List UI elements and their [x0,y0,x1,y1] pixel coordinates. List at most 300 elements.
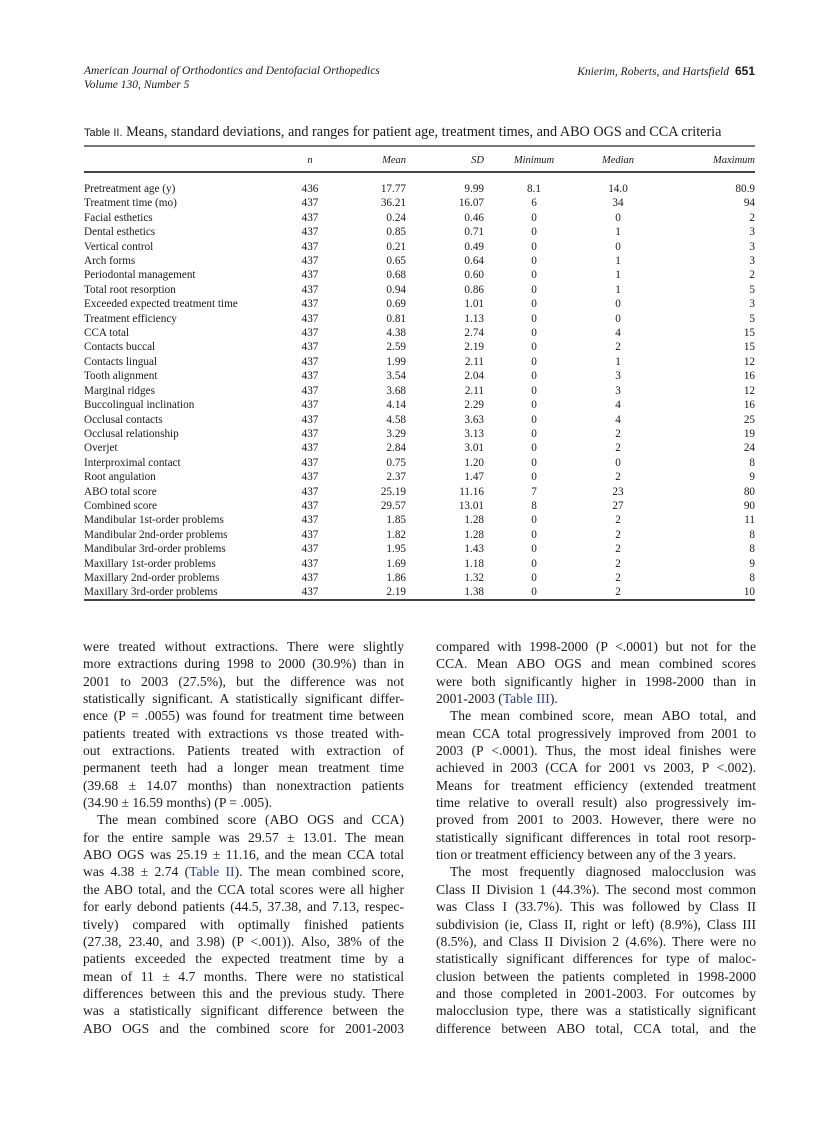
text-line: mean of 11 ± 4.7 months. There were no statistical [83,968,404,984]
cell-minimum: 0 [531,269,537,282]
cell-median: 2 [615,571,621,584]
text-line: The mean combined score (ABO OGS and CCA) [97,812,404,828]
cell-mean: 1.82 [386,528,406,541]
cell-maximum: 94 [743,197,755,210]
cell-minimum: 7 [531,485,537,498]
table-body [84,170,755,600]
cell-minimum: 0 [531,283,537,296]
cell-sd: 3.13 [464,427,484,440]
text-line: 2001-2003 (Table III). [436,691,558,707]
cell-n: 437 [301,427,319,440]
cell-sd: 1.01 [464,298,484,311]
cell-n: 437 [301,283,319,296]
cell-n: 437 [301,255,319,268]
cell-sd: 0.64 [464,255,484,268]
cell-maximum: 80 [743,485,755,498]
cell-median: 2 [615,427,621,440]
cell-sd: 1.28 [464,514,484,527]
cell-minimum: 0 [531,543,537,556]
cell-mean: 36.21 [380,197,406,210]
running-header-right [577,64,755,78]
cell-mean: 0.75 [386,456,406,469]
table-header-row [84,150,755,170]
table-row [84,355,755,369]
cell-n: 437 [301,384,319,397]
cell-minimum: 0 [531,586,537,599]
text-line: Means for treatment efficiency (extended treatment [436,777,756,793]
cell-maximum: 80.9 [735,183,755,195]
cell-n: 436 [301,183,319,195]
cell-n: 437 [301,442,319,455]
cell-maximum: 25 [743,413,755,426]
body-right-column [436,638,756,1037]
cell-median: 3 [615,370,621,383]
cell-median: 1 [615,226,621,239]
row-label: Occlusal contacts [84,413,163,426]
text-line: for the entire sample was 29.57 ± 13.01. The mean [83,829,404,845]
cell-sd: 2.29 [464,399,484,412]
cell-maximum: 12 [743,355,755,368]
cell-sd: 2.74 [464,327,484,340]
text-line: Class II Division 1 (44.3%). The second most common [436,881,756,897]
cell-sd: 1.43 [464,543,484,556]
table-row [84,297,755,311]
cell-sd: 0.49 [464,240,484,253]
table-row [84,283,755,297]
cell-maximum: 8 [749,528,755,541]
cell-minimum: 0 [531,226,537,239]
cell-minimum: 0 [531,370,537,383]
text-line: patients treated with extractions vs those treated with- [83,725,404,741]
cell-median: 27 [612,499,624,512]
cell-minimum: 8.1 [527,183,541,195]
cell-sd: 0.71 [464,226,484,239]
cell-mean: 0.69 [386,298,406,311]
cell-median: 2 [615,341,621,354]
cell-mean: 1.99 [386,355,406,368]
journal-title: American Journal of Orthodontics and Dentofacial Orthopedics [84,65,380,77]
table-row [84,182,755,196]
table-row [84,485,755,499]
table-reference-link[interactable]: Table III [502,691,550,707]
cell-mean: 2.59 [386,341,406,354]
cell-sd: 1.20 [464,456,484,469]
cell-n: 437 [301,341,319,354]
cell-median: 0 [615,298,621,311]
table-row [84,557,755,571]
cell-minimum: 0 [531,557,537,570]
cell-minimum: 0 [531,471,537,484]
text-line: was a statistically significant difference between the [83,1003,404,1019]
text-line: time relative to overall result) also progressively im- [436,795,756,811]
text-line: out extractions. Patients treated with extraction of [83,743,404,759]
col-header-median: Median [601,154,635,166]
table-row [84,585,755,599]
cell-maximum: 3 [749,255,755,268]
page-number: 651 [734,64,755,78]
text-line: clusion between the patients completed in 1998-2000 [436,968,756,984]
text-line: statistically significant. A statistically significant differ- [83,691,404,707]
table-row [84,571,755,585]
cell-n: 437 [301,399,319,412]
cell-mean: 2.19 [386,586,406,599]
table-caption-text: Means, standard deviations, and ranges for patient age, treatment times, and ABO OGS and CCA criteria [126,124,722,140]
cell-mean: 1.85 [386,514,406,527]
cell-mean: 29.57 [380,499,406,512]
text-line: patients exceeded the expected treatment time by a [83,951,404,967]
cell-median: 2 [615,557,621,570]
text-line: statistically significant differences for type of maloc- [436,951,756,967]
row-label: Maxillary 2nd-order problems [84,571,220,584]
text-line: differences between this and the previous study. There [83,985,404,1001]
col-header-mean: Mean [382,154,406,166]
text-line: The most frequently diagnosed malocclusion was [450,864,756,880]
row-label: Treatment efficiency [84,312,177,325]
cell-median: 2 [615,442,621,455]
cell-n: 437 [301,226,319,239]
col-header-maximum: Maximum [713,154,755,166]
text-line: ence (P = .0055) was found for treatment time between [83,708,404,724]
cell-sd: 1.47 [464,471,484,484]
cell-median: 14.0 [608,183,628,195]
row-label: Mandibular 2nd-order problems [84,528,228,541]
volume-info: Volume 130, Number 5 [84,79,190,91]
row-label: Vertical control [84,240,154,253]
cell-median: 2 [615,543,621,556]
cell-n: 437 [301,240,319,253]
text-line: (34.90 ± 16.59 months) (P = .005). [83,795,273,811]
text-line: 2001 to 2003 (27.5%), but the difference was not [83,673,404,689]
text-line: malocclusion type, there was a statistically significant [436,1003,756,1019]
cell-n: 437 [301,528,319,541]
cell-sd: 11.16 [459,485,484,498]
cell-sd: 3.63 [464,413,484,426]
cell-n: 437 [301,514,319,527]
authors: Knierim, Roberts, and Hartsfield [577,66,729,78]
row-label: Mandibular 3rd-order problems [84,543,226,556]
cell-mean: 3.68 [386,384,406,397]
cell-minimum: 0 [531,456,537,469]
cell-n: 437 [301,370,319,383]
cell-median: 23 [612,485,624,498]
text-line: difference between ABO total, CCA total, and the [436,1020,756,1036]
cell-minimum: 0 [531,514,537,527]
cell-sd: 1.28 [464,528,484,541]
table-row [84,196,755,210]
table-row [84,513,755,527]
cell-n: 437 [301,197,319,210]
cell-median: 0 [615,240,621,253]
cell-minimum: 8 [531,499,537,512]
table-row [84,340,755,354]
text-line: permanent teeth had a longer mean treatment time [83,760,404,776]
cell-mean: 4.58 [386,413,406,426]
cell-mean: 25.19 [380,485,406,498]
cell-median: 1 [615,269,621,282]
cell-minimum: 0 [531,312,537,325]
table-row [84,211,755,225]
table-top-rule [84,145,755,147]
cell-minimum: 0 [531,298,537,311]
cell-median: 2 [615,514,621,527]
text-line: were both significantly higher in 1998-2000 than in [436,673,756,689]
text-line: mean CCA total progressively improved from 2001 to [436,725,756,741]
text-line: The mean combined score, mean ABO total, and [450,708,756,724]
table-row [84,268,755,282]
table-row [84,369,755,383]
table-row [84,441,755,455]
cell-mean: 3.29 [386,427,406,440]
cell-mean: 3.54 [386,370,406,383]
cell-n: 437 [301,298,319,311]
data-table [84,150,755,600]
row-label: Arch forms [84,255,136,268]
cell-minimum: 0 [531,413,537,426]
cell-maximum: 16 [743,399,755,412]
cell-maximum: 5 [749,312,755,325]
row-label: Mandibular 1st-order problems [84,514,224,527]
cell-sd: 2.11 [464,355,484,368]
text-line: ABO OGS was 25.19 ± 11.16, and the mean CCA total [83,847,404,863]
cell-sd: 2.19 [464,341,484,354]
table-row [84,384,755,398]
cell-median: 1 [615,283,621,296]
cell-sd: 2.11 [464,384,484,397]
row-label: Interproximal contact [84,456,181,469]
text-line: the ABO total, and the CCA total scores were all higher [83,881,404,897]
cell-median: 0 [615,312,621,325]
cell-minimum: 0 [531,240,537,253]
cell-minimum: 0 [531,327,537,340]
cell-median: 2 [615,528,621,541]
cell-maximum: 8 [749,543,755,556]
cell-sd: 2.04 [464,370,484,383]
row-label: Facial esthetics [84,211,153,224]
table-row [84,254,755,268]
cell-maximum: 19 [743,427,755,440]
cell-median: 4 [615,413,621,426]
cell-median: 2 [615,586,621,599]
table-row [84,499,755,513]
text-line: 2003 (P <.0001). Thus, the most ideal finishes were [436,743,756,759]
text-line: (8.5%), and Class II Division 2 (4.6%). There were no [436,933,756,949]
table-row [84,456,755,470]
cell-mean: 1.69 [386,557,406,570]
cell-maximum: 9 [749,557,755,570]
cell-mean: 1.86 [386,571,406,584]
row-label: Contacts lingual [84,355,158,368]
row-label: Maxillary 3rd-order problems [84,586,218,599]
row-label: Overjet [84,442,118,455]
cell-minimum: 0 [531,571,537,584]
cell-n: 437 [301,327,319,340]
cell-minimum: 0 [531,427,537,440]
row-label: Maxillary 1st-order problems [84,557,216,570]
cell-minimum: 0 [531,528,537,541]
cell-minimum: 0 [531,399,537,412]
text-line: proved from 2001 to 2003. However, there were no [436,812,756,828]
cell-mean: 17.77 [380,183,406,195]
text-line: were treated without extractions. There were slightly [83,639,404,654]
text-line: tively) compared with optimally finished patients [83,916,404,932]
row-label: Root angulation [84,471,156,484]
cell-n: 437 [301,456,319,469]
cell-minimum: 0 [531,355,537,368]
cell-sd: 0.86 [464,283,484,296]
cell-maximum: 3 [749,298,755,311]
cell-sd: 16.07 [458,197,484,210]
col-header-label [84,150,284,170]
cell-n: 437 [301,499,319,512]
cell-mean: 0.81 [386,312,406,325]
text-line: CCA. Mean ABO OGS and mean combined scores [436,656,756,672]
cell-sd: 1.13 [464,312,484,325]
cell-mean: 1.95 [386,543,406,556]
table-label: Table II. [84,127,123,139]
cell-maximum: 24 [743,442,755,455]
table-row [84,312,755,326]
cell-sd: 1.32 [464,571,484,584]
row-label: Exceeded expected treatment time [84,298,238,311]
table-reference-link[interactable]: Table II [189,864,235,880]
cell-n: 437 [301,413,319,426]
table-row [84,240,755,254]
cell-maximum: 16 [743,370,755,383]
row-label: Combined score [84,499,158,512]
col-header-sd: SD [471,154,484,166]
cell-mean: 2.37 [386,471,406,484]
cell-minimum: 0 [531,442,537,455]
row-label: CCA total [84,327,130,340]
row-label: Tooth alignment [84,370,158,383]
cell-n: 437 [301,269,319,282]
col-header-n: n [307,154,313,166]
text-line: statistically significant differences in total root resorp- [436,829,756,845]
row-label: Dental esthetics [84,226,156,239]
cell-median: 34 [612,197,624,210]
cell-sd: 1.38 [464,586,484,599]
cell-maximum: 10 [743,586,755,599]
text-line: was Class I (33.7%). This was followed by Class II [436,899,756,915]
row-label: Occlusal relationship [84,427,179,440]
table-row [84,542,755,556]
text-line: and those completed in 2001-2003. For outcomes by [436,985,756,1001]
table-row [84,413,755,427]
cell-minimum: 6 [531,197,537,210]
row-label: Contacts buccal [84,341,156,354]
cell-maximum: 3 [749,226,755,239]
cell-n: 437 [301,571,319,584]
text-line: subdivision (ie, Class II, right or left) (8.9%), Class III [436,916,756,932]
row-label: Buccolingual inclination [84,399,195,412]
cell-maximum: 15 [743,341,755,354]
cell-sd: 1.18 [464,557,484,570]
cell-maximum: 9 [749,471,755,484]
cell-median: 1 [615,255,621,268]
cell-mean: 0.24 [386,211,406,224]
cell-mean: 0.94 [386,283,406,296]
cell-mean: 0.85 [386,226,406,239]
cell-maximum: 90 [743,499,755,512]
text-line: for early debond patients (44.5, 37.38, and 7.13, respec- [83,899,404,915]
cell-mean: 0.65 [386,255,406,268]
cell-n: 437 [301,485,319,498]
text-line: tion or treatment efficiency between any of the 3 years. [436,847,737,863]
cell-n: 437 [301,543,319,556]
cell-n: 437 [301,355,319,368]
table-row [84,427,755,441]
cell-median: 4 [615,399,621,412]
running-header-left [84,64,380,92]
text-line: compared with 1998-2000 (P <.0001) but not for the [436,639,756,654]
cell-median: 0 [615,456,621,469]
row-label: Total root resorption [84,283,176,296]
row-label: ABO total score [84,485,157,498]
cell-minimum: 0 [531,211,537,224]
cell-mean: 2.84 [386,442,406,455]
cell-maximum: 8 [749,456,755,469]
col-header-minimum: Minimum [513,154,555,166]
cell-n: 437 [301,211,319,224]
body-left-column [83,638,404,1037]
cell-n: 437 [301,586,319,599]
text-line: was 4.38 ± 2.74 (Table II). The mean combined score, [83,864,404,880]
cell-sd: 13.01 [458,499,484,512]
table-row [84,528,755,542]
cell-median: 1 [615,355,621,368]
table-row [84,326,755,340]
cell-sd: 9.99 [464,183,484,195]
cell-sd: 0.46 [464,211,484,224]
cell-maximum: 2 [749,211,755,224]
row-label: Pretreatment age (y) [84,183,176,195]
cell-mean: 0.68 [386,269,406,282]
cell-minimum: 0 [531,384,537,397]
cell-median: 3 [615,384,621,397]
cell-sd: 0.60 [464,269,484,282]
cell-n: 437 [301,557,319,570]
table-row [84,470,755,484]
text-line: more extractions during 1998 to 2000 (30.9%) than in [83,656,404,672]
cell-maximum: 8 [749,571,755,584]
cell-n: 437 [301,312,319,325]
row-label: Periodontal management [84,269,196,282]
cell-median: 4 [615,327,621,340]
cell-minimum: 0 [531,255,537,268]
cell-maximum: 15 [743,327,755,340]
table-row [84,225,755,239]
text-line: (27.38, 23.40, and 3.98) (P <.001)). Also, 38% of the [83,933,404,949]
table-row [84,398,755,412]
cell-mean: 4.38 [386,327,406,340]
cell-n: 437 [301,471,319,484]
cell-maximum: 5 [749,283,755,296]
cell-maximum: 3 [749,240,755,253]
table-caption [84,124,759,141]
cell-mean: 0.21 [386,240,406,253]
row-label: Marginal ridges [84,384,155,397]
text-line: ABO OGS and the combined score for 2001-2003 [83,1020,404,1036]
cell-maximum: 2 [749,269,755,282]
text-line: achieved in 2003 (CCA for 2001 vs 2003, P <.002). [436,760,756,776]
cell-sd: 3.01 [464,442,484,455]
row-label: Treatment time (mo) [84,197,177,210]
cell-minimum: 0 [531,341,537,354]
cell-mean: 4.14 [386,399,406,412]
cell-median: 2 [615,471,621,484]
cell-median: 0 [615,211,621,224]
cell-maximum: 12 [743,384,755,397]
